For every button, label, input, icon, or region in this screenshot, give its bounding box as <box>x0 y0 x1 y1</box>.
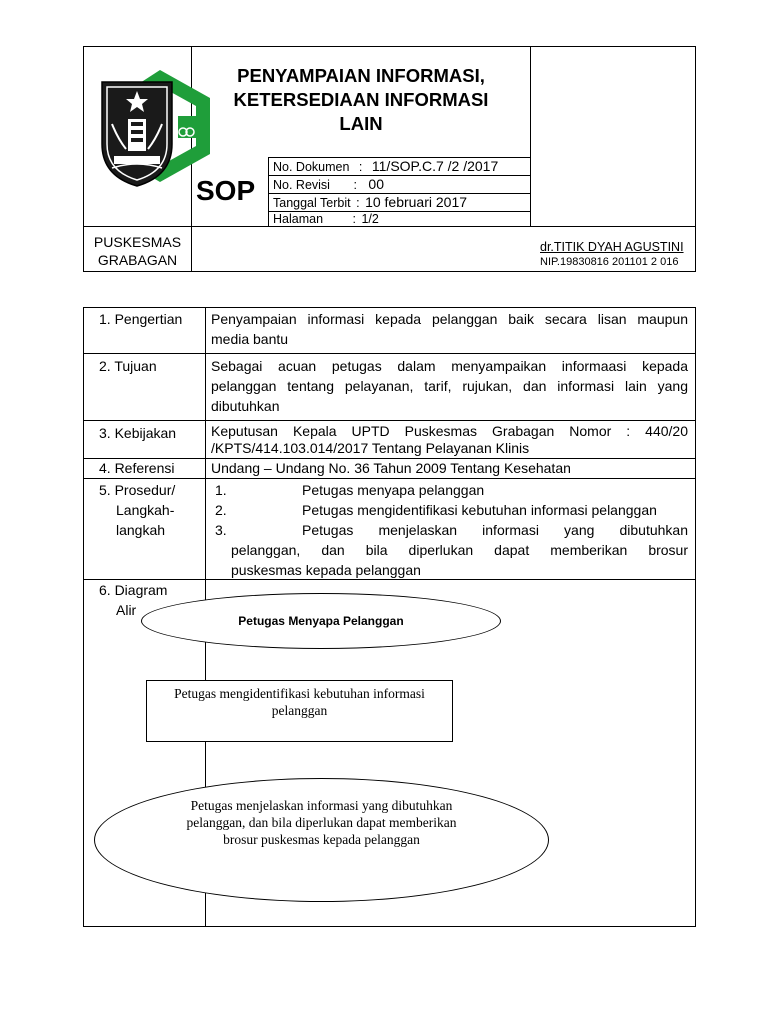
text-line: /KPTS/414.103.014/2017 Tentang Pelayanan Klinis <box>211 440 530 456</box>
label-prosedur <box>99 480 175 540</box>
institution-line: GRABAGAN <box>97 252 178 268</box>
step-continuation: pelanggan, dan bila diperlukan dapat memberikan brosur <box>231 542 688 558</box>
signer-name: dr.TITIK DYAH AGUSTINI <box>540 240 684 254</box>
step-text: Petugas menjelaskan informasi yang dibutuhkan <box>302 522 688 538</box>
label-kebijakan: 3. Kebijakan <box>99 425 177 441</box>
label-tujuan: 2. Tujuan <box>99 358 157 374</box>
flow-node-line: Petugas menjelaskan informasi yang dibutuhkan <box>190 798 453 813</box>
flow-node-text <box>187 797 457 848</box>
document-title <box>192 64 530 136</box>
text-line: media bantu <box>211 331 289 347</box>
step-continuation: puskesmas kepada pelanggan <box>231 562 421 578</box>
meta-sep: : <box>353 178 357 192</box>
step-number: 3. <box>215 522 227 538</box>
title-line: LAIN <box>339 113 383 134</box>
meta-row-halaman <box>273 212 379 226</box>
flow-node-line: Petugas mengidentifikasi kebutuhan informasi <box>174 686 425 701</box>
text-line: Penyampaian informasi kepada pelanggan baik secara lisan maupun <box>211 311 688 327</box>
flow-node-text: Petugas Menyapa Pelanggan <box>238 614 404 628</box>
label-referensi: 4. Referensi <box>99 460 175 476</box>
meta-label: No. Revisi <box>273 178 330 192</box>
title-line: PENYAMPAIAN INFORMASI, <box>237 65 485 86</box>
text-line: Keputusan Kepala UPTD Puskesmas Grabagan Nomor : 440/20 <box>211 423 688 439</box>
text-pengertian <box>211 309 688 349</box>
label-line: 6. Diagram <box>99 582 168 598</box>
meta-value: 11/SOP.C.7 /2 /2017 <box>371 158 499 174</box>
step-number: 1. <box>215 482 227 498</box>
meta-sep: : <box>356 196 360 210</box>
label-line: 5. Prosedur/ <box>99 482 176 498</box>
text-line: pelanggan tentang pelayanan, tarif, rujukan, dan informasi lain yang <box>211 378 688 394</box>
meta-label: Halaman <box>273 212 324 226</box>
flow-node-line: brosur puskesmas kepada pelanggan <box>223 832 420 847</box>
text-kebijakan <box>211 423 688 457</box>
institution-name <box>84 233 191 269</box>
meta-label: Tanggal Terbit <box>273 196 351 210</box>
meta-sep: : <box>352 212 356 226</box>
step-item <box>211 520 688 540</box>
text-referensi: Undang – Undang No. 36 Tahun 2009 Tentang Kesehatan <box>211 460 571 476</box>
meta-label: No. Dokumen <box>273 160 350 174</box>
sop-label: SOP <box>196 175 256 206</box>
meta-row-revisi <box>273 176 384 192</box>
meta-value: 1/2 <box>361 212 379 226</box>
text-tujuan <box>211 356 688 416</box>
meta-row-tanggal <box>273 194 467 210</box>
flow-node-end <box>94 778 549 902</box>
step-item <box>211 480 688 500</box>
label-pengertian: 1. Pengertian <box>99 311 183 327</box>
flow-node-line: pelanggan <box>271 703 328 718</box>
flow-node-text <box>174 685 425 719</box>
signer-nip: NIP.19830816 201101 2 016 <box>540 256 679 268</box>
step-text: Petugas mengidentifikasi kebutuhan informasi pelanggan <box>302 502 657 518</box>
label-line: Langkah- <box>116 502 175 518</box>
step-item <box>211 500 688 520</box>
flow-node-process <box>146 680 453 742</box>
text-line: dibutuhkan <box>211 398 280 414</box>
institution-line: PUSKESMAS <box>93 234 182 250</box>
procedure-steps <box>211 480 688 580</box>
meta-sep: : <box>358 160 363 174</box>
flow-node-line: pelanggan, dan bila diperlukan dapat memberikan <box>186 815 457 830</box>
label-line: Alir <box>116 602 137 618</box>
meta-row-dokumen <box>273 158 498 174</box>
label-line: langkah <box>116 522 166 538</box>
meta-value: 10 februari 2017 <box>365 194 468 210</box>
meta-value: 00 <box>368 176 384 192</box>
title-line: KETERSEDIAAN INFORMASI <box>233 89 489 110</box>
step-text: Petugas menyapa pelanggan <box>302 482 485 498</box>
text-line: Sebagai acuan petugas dalam menyampaikan informaasi kepada <box>211 358 688 374</box>
step-number: 2. <box>215 502 227 518</box>
flow-node-start <box>141 593 501 649</box>
